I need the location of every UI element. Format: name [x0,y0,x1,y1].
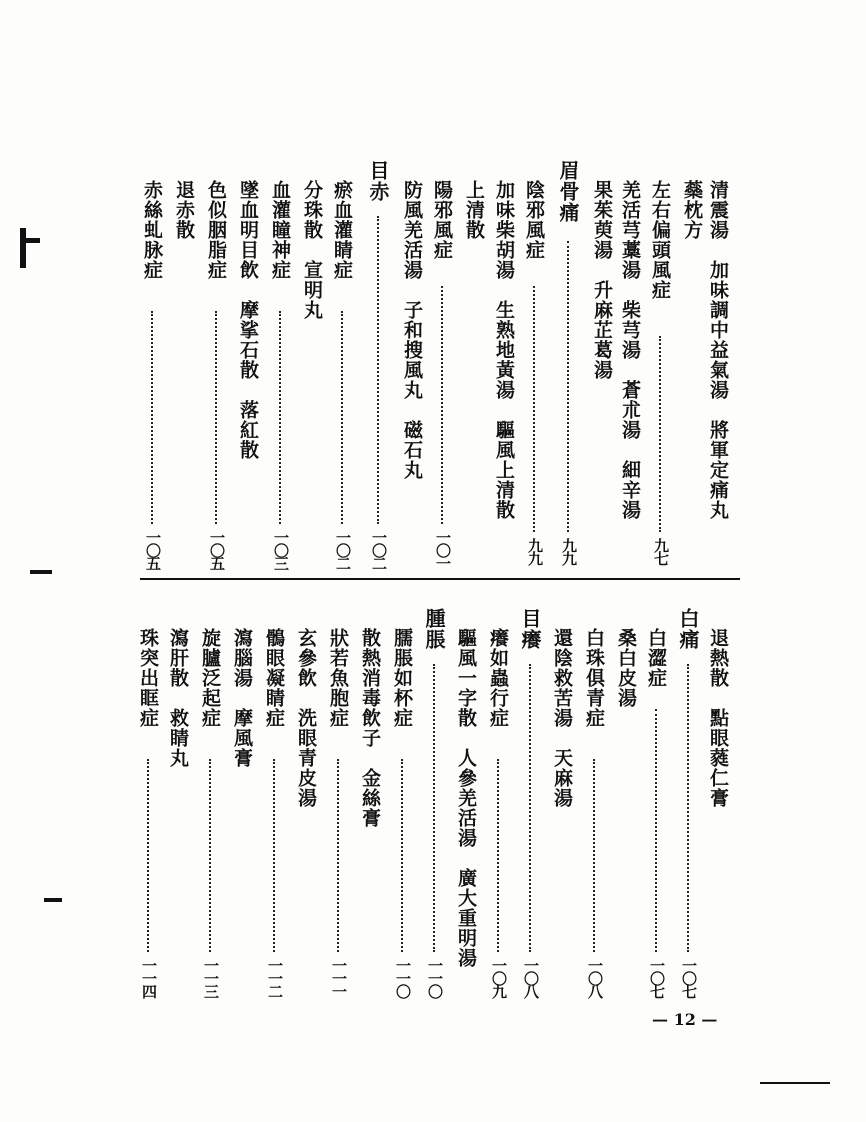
leader-dots [497,759,499,952]
scan-mark-left [20,228,26,268]
toc-entry [522,180,546,260]
toc-entry-text: 墜血明目飲 摩挲石散 落紅散 [237,180,259,460]
leader-dots [441,286,443,524]
leader-dots [659,336,661,532]
toc-page-number: 一一一 [330,958,348,997]
toc-entry [294,628,318,808]
toc-entry [358,628,382,828]
toc-entry [262,628,286,728]
leader-dots [337,759,339,952]
toc-entry [582,628,606,728]
toc-entry-text: 目赤 [366,160,390,202]
toc-entry-text: 臑脹如杯症 [391,628,413,728]
toc-entry [486,628,510,728]
toc-entry-text: 加味柴胡湯 生熟地黃湯 驅風上清散 [493,180,515,520]
scan-mark-left [44,898,62,902]
toc-entry-text: 桑白皮湯 [615,628,637,708]
leader-dots [567,241,569,532]
toc-entry [236,180,260,460]
toc-entry [230,628,254,768]
toc-page-number: 九九 [526,538,544,564]
toc-entry-text: 玄參飲 洗眼青皮湯 [295,628,317,808]
toc-entry-text: 瀉肝散 救睛丸 [167,628,189,768]
toc-section-heading [556,160,580,223]
leader-dots [433,664,435,952]
toc-entry [680,180,704,240]
toc-entry-text: 還陰救苦湯 天麻湯 [551,628,573,808]
toc-section-heading [366,160,390,202]
toc-entry [166,628,190,768]
toc-entry [326,628,350,728]
toc-page-number: 一〇五 [144,530,162,569]
scan-mark-left [26,238,40,243]
toc-page-number: 九九 [560,538,578,564]
scan-mark-left [30,570,52,574]
toc-entry-text: 瀉腦湯 摩風膏 [231,628,253,768]
toc-entry [618,180,642,520]
toc-entry [268,180,292,280]
scan-mark-bottom [760,1082,830,1084]
toc-entry [330,180,354,280]
toc-page-number: 一〇七 [680,958,698,997]
toc-section-heading [422,608,446,650]
toc-page-number: 一〇二 [370,530,388,569]
toc-entry-text: 散熱消毒飲子 金絲膏 [359,628,381,828]
toc-entry [400,180,424,480]
toc-entry-text: 癢如蟲行症 [487,628,509,728]
toc-page-number: 一〇九 [490,958,508,997]
toc-page-number: 一〇一 [434,530,452,569]
toc-entry-text: 眉骨痛 [556,160,580,223]
toc-entry [136,628,160,728]
toc-page-number: 一一四 [140,958,158,997]
toc-entry [462,180,486,240]
toc-entry-text: 果茱萸湯 升麻芷葛湯 [591,180,613,380]
toc-entry [430,180,454,260]
toc-entry [172,180,196,240]
toc-page-number: 一〇三 [272,530,290,569]
toc-page-number: 一〇八 [586,958,604,997]
leader-dots [273,759,275,952]
toc-section-heading [518,608,542,650]
toc-entry [648,180,672,300]
leader-dots [341,311,343,524]
leader-dots [279,311,281,524]
toc-entry-text: 左右偏頭風症 [649,180,671,300]
toc-page-number: 一一〇 [426,958,444,997]
toc-entry-text: 陰邪風症 [523,180,545,260]
leader-dots [215,311,217,524]
toc-entry-text: 狀若魚胞症 [327,628,349,728]
toc-entry [550,628,574,808]
leader-dots [151,311,153,524]
toc-page-number: 一〇二 [334,530,352,569]
toc-entry [300,180,324,320]
toc-entry-text: 腫脹 [422,608,446,650]
toc-entry-text: 羌活芎藁湯 柴芎湯 蒼朮湯 細辛湯 [619,180,641,520]
toc-section-heading [676,608,700,650]
toc-entry-text: 白珠俱青症 [583,628,605,728]
toc-entry [590,180,614,380]
toc-entry-text: 鶻眼凝睛症 [263,628,285,728]
toc-page-number: 九七 [652,538,670,564]
toc-entry-text: 珠突出眶症 [137,628,159,728]
toc-page-number: 一一〇 [394,958,412,997]
toc-entry-text: 目癢 [518,608,542,650]
section-divider [140,578,740,580]
toc-entry [140,180,164,280]
toc-entry-text: 白澀症 [645,628,667,688]
leader-dots [209,759,211,952]
toc-page-number: 一一三 [202,958,220,997]
toc-page-number: 一〇七 [648,958,666,997]
toc-entry-text: 陽邪風症 [431,180,453,260]
toc-page-number: 一〇八 [522,958,540,997]
toc-entry [706,180,730,520]
leader-dots [401,759,403,952]
toc-entry-text: 清震湯 加味調中益氣湯 將軍定痛丸 [707,180,729,520]
toc-page-number: 一一二 [266,958,284,997]
leader-dots [655,709,657,952]
toc-entry-text: 驅風一字散 人參羌活湯 廣大重明湯 [455,628,477,968]
toc-entry-text: 白痛 [676,608,700,650]
toc-entry-text: 蘂枕方 [681,180,703,240]
toc-entry-text: 防風羌活湯 子和搜風丸 磁石丸 [401,180,423,480]
leader-dots [593,759,595,952]
leader-dots [529,664,531,952]
toc-page-number: 一〇五 [208,530,226,569]
toc-entry-text: 瘀血灌睛症 [331,180,353,280]
toc-entry [204,180,228,280]
toc-entry-text: 分珠散 宣明丸 [301,180,323,320]
toc-entry-text: 退熱散 點眼蕤仁膏 [707,628,729,808]
leader-dots [377,216,379,524]
toc-entry [706,628,730,808]
toc-entry [198,628,222,728]
toc-entry [614,628,638,708]
toc-entry-text: 赤絲虬脉症 [141,180,163,280]
toc-entry [390,628,414,728]
toc-entry [492,180,516,520]
toc-entry [644,628,668,688]
toc-entry-text: 旋臚泛起症 [199,628,221,728]
toc-entry-text: 色似胭脂症 [205,180,227,280]
toc-entry [454,628,478,968]
toc-entry-text: 上清散 [463,180,485,240]
leader-dots [533,286,535,532]
toc-entry-text: 血灌瞳神症 [269,180,291,280]
toc-entry-text: 退赤散 [173,180,195,240]
page-number: — 12 — [652,1010,718,1029]
leader-dots [687,664,689,952]
leader-dots [147,759,149,952]
